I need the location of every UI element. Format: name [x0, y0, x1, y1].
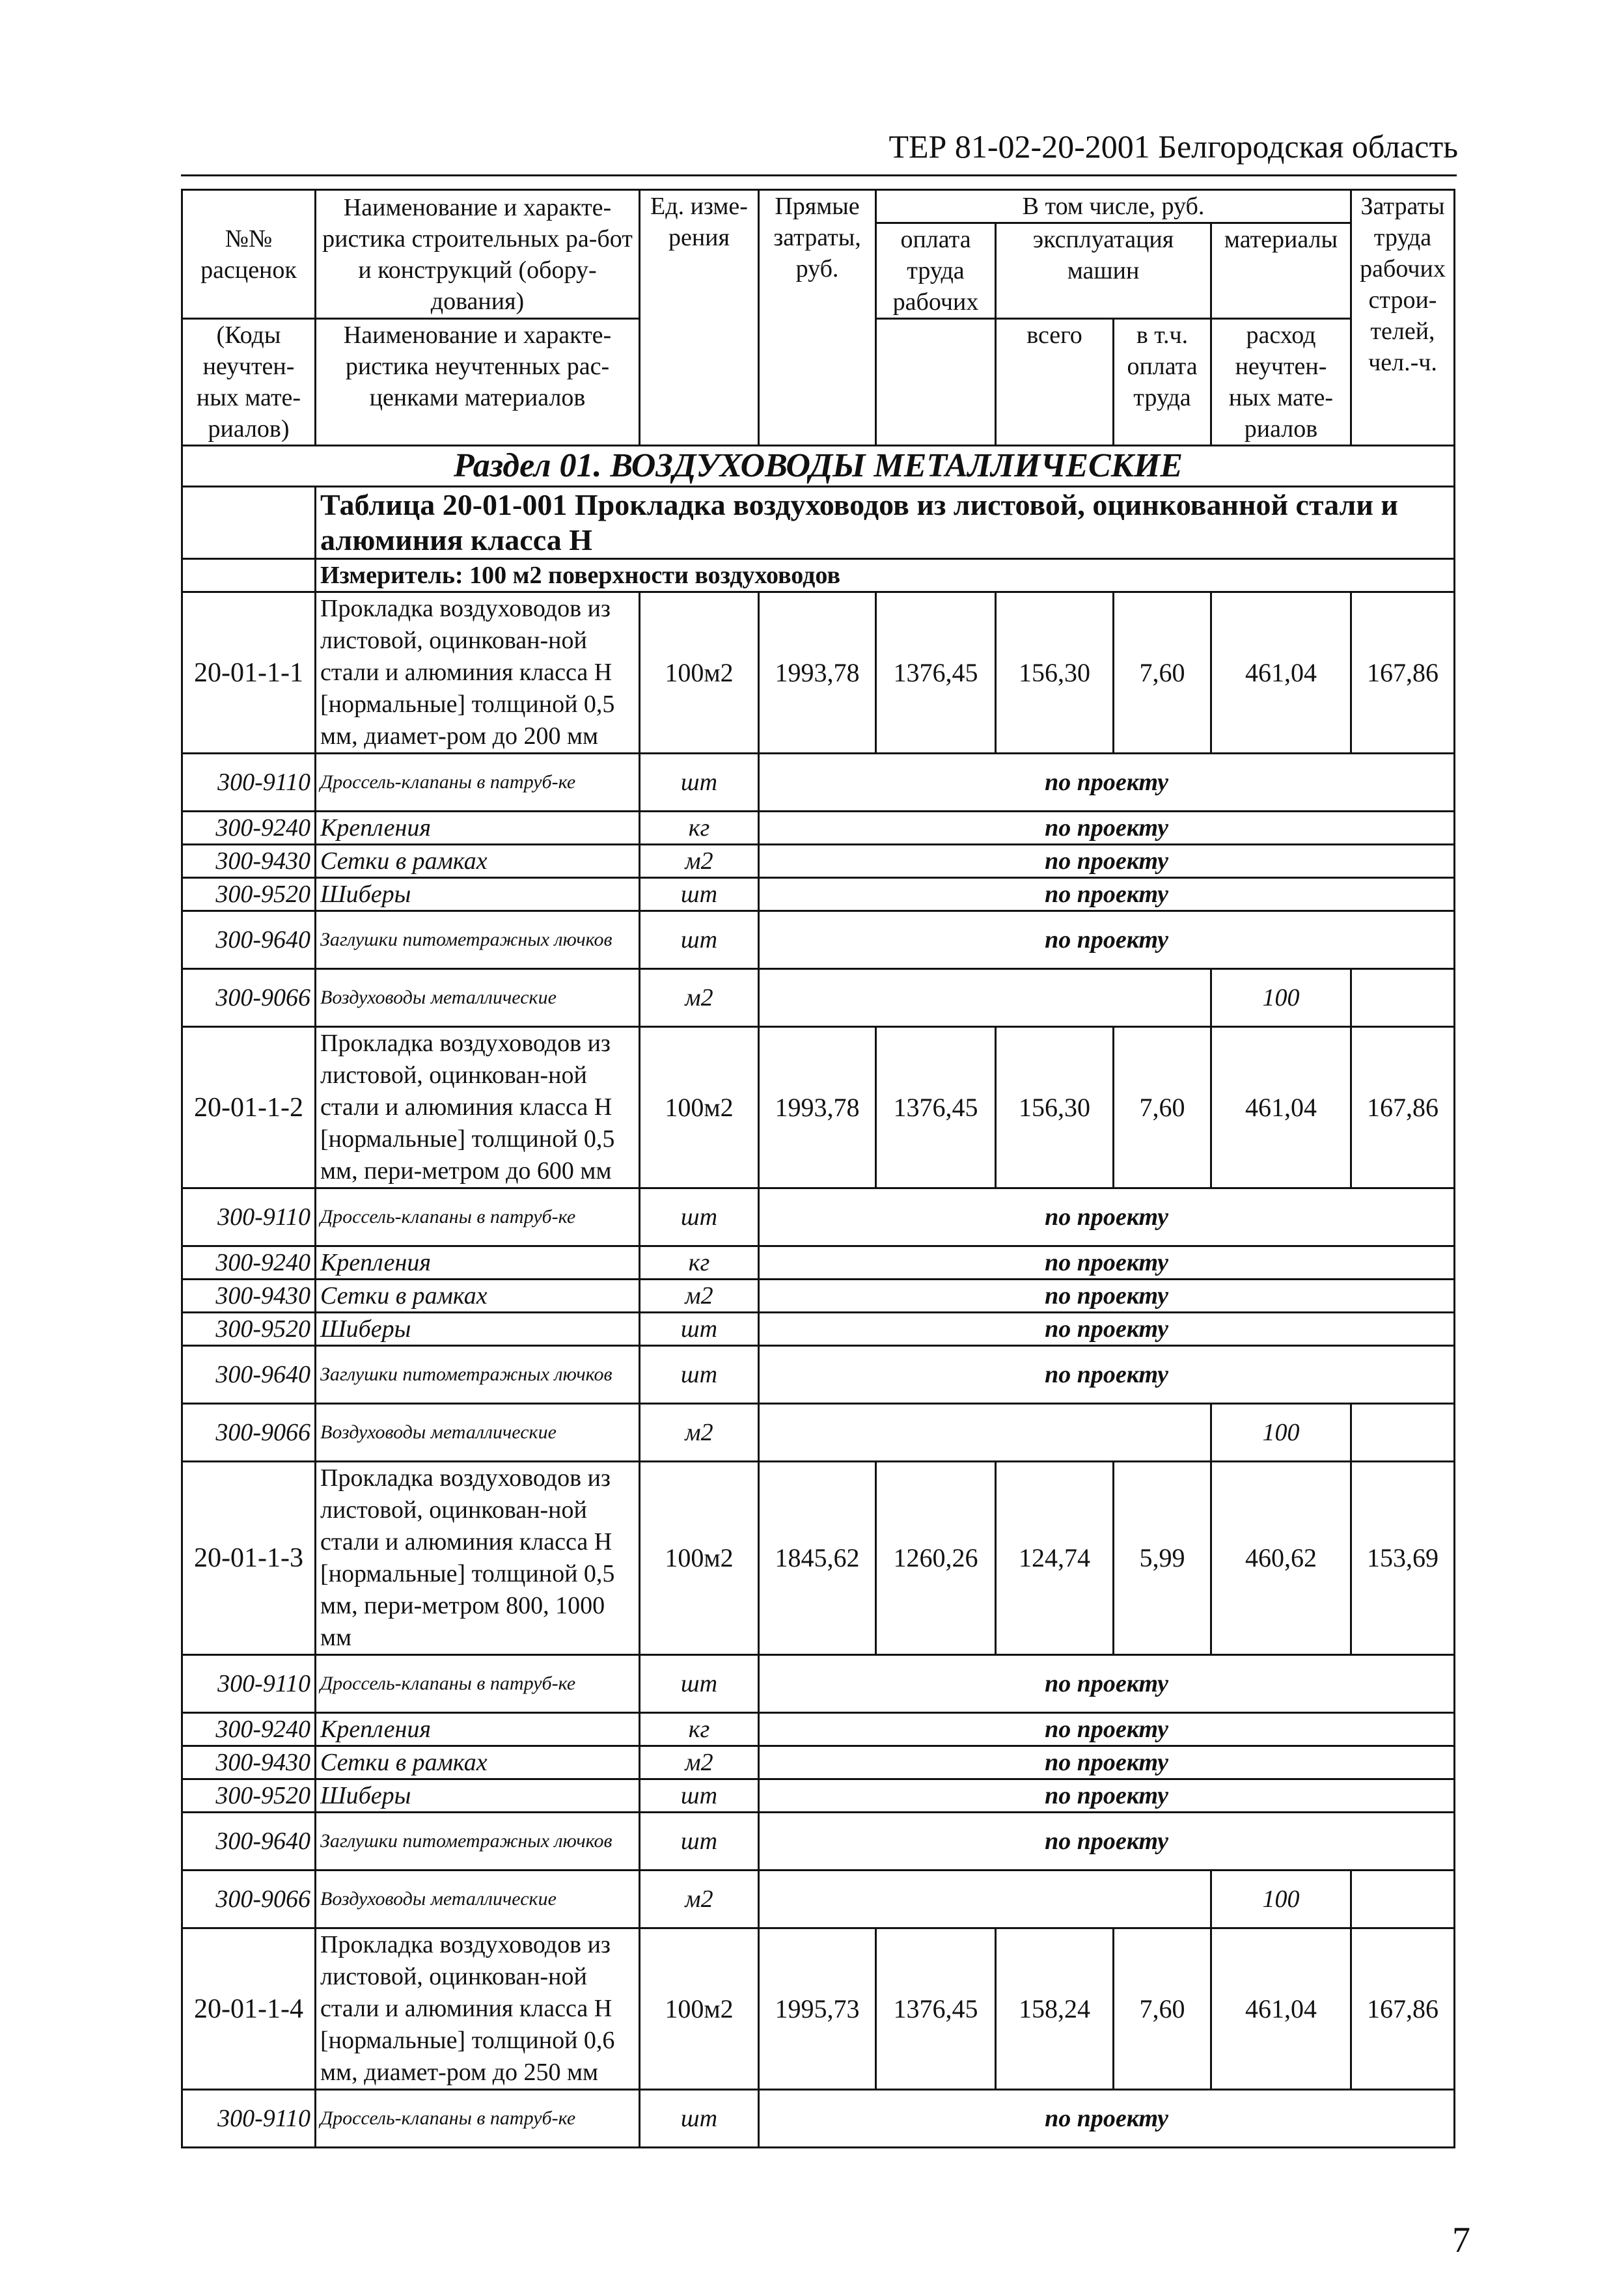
material-name: Дроссель-клапаны в патруб-ке [316, 1188, 640, 1246]
rate-machine-labor: 7,60 [1114, 1928, 1211, 2090]
material-row [182, 1779, 1455, 1813]
rate-unit: 100м2 [640, 1928, 759, 2090]
material-unit: м2 [640, 1746, 759, 1779]
material-by-project: по проекту [759, 1346, 1455, 1404]
material-code: 300-9520 [182, 878, 316, 911]
rate-unit: 100м2 [640, 1027, 759, 1188]
material-name: Воздуховоды металлические [316, 969, 640, 1027]
material-unit: шт [640, 1346, 759, 1404]
material-by-project: по проекту [759, 1188, 1455, 1246]
material-name: Крепления [316, 1713, 640, 1746]
material-row [182, 1713, 1455, 1746]
material-name: Сетки в рамках [316, 1746, 640, 1779]
col-header-machine-labor: в т.ч. оплата труда [1114, 319, 1211, 446]
material-row [182, 1813, 1455, 1871]
material-code: 300-9640 [182, 1813, 316, 1871]
material-name: Сетки в рамках [316, 845, 640, 878]
material-by-project: по проекту [759, 878, 1455, 911]
rate-machine-total: 124,74 [996, 1462, 1114, 1655]
material-code: 300-9430 [182, 845, 316, 878]
meter-spacer [182, 559, 316, 592]
material-row [182, 1655, 1455, 1713]
table-title-spacer [182, 487, 316, 559]
material-consumption: 100 [1211, 969, 1351, 1027]
material-name: Сетки в рамках [316, 1280, 640, 1313]
material-name: Дроссель-клапаны в патруб-ке [316, 2090, 640, 2148]
col-header-name2: Наименование и характе-ристика неучтенных рас-ценками материалов [316, 319, 640, 446]
material-row [182, 1280, 1455, 1313]
material-by-project: по проекту [759, 1746, 1455, 1779]
material-by-project: по проекту [759, 911, 1455, 969]
material-consumption: 100 [1211, 1871, 1351, 1928]
material-code: 300-9520 [182, 1313, 316, 1346]
material-empty [1351, 1404, 1455, 1462]
col-header-machine-total: всего [996, 319, 1114, 446]
material-unit: шт [640, 911, 759, 969]
material-row [182, 754, 1455, 812]
rate-machine-labor: 7,60 [1114, 1027, 1211, 1188]
material-name: Воздуховоды металлические [316, 1871, 640, 1928]
rate-materials: 461,04 [1211, 1027, 1351, 1188]
material-code: 300-9110 [182, 1188, 316, 1246]
material-by-project: по проекту [759, 845, 1455, 878]
rate-unit: 100м2 [640, 592, 759, 754]
material-code: 300-9640 [182, 911, 316, 969]
rate-labor-pay: 1376,45 [876, 1027, 996, 1188]
material-row [182, 1746, 1455, 1779]
material-unit: шт [640, 754, 759, 812]
material-by-project: по проекту [759, 754, 1455, 812]
section-title: Раздел 01. ВОЗДУХОВОДЫ МЕТАЛЛИЧЕСКИЕ [182, 446, 1455, 487]
rate-direct-cost: 1845,62 [759, 1462, 876, 1655]
col-header-materials: материалы [1211, 223, 1351, 319]
material-by-project: по проекту [759, 1655, 1455, 1713]
material-row [182, 845, 1455, 878]
rate-labor-cost: 153,69 [1351, 1462, 1455, 1655]
material-name: Шиберы [316, 878, 640, 911]
material-row [182, 812, 1455, 845]
rate-direct-cost: 1993,78 [759, 592, 876, 754]
material-consumption: 100 [1211, 1404, 1351, 1462]
rate-materials: 461,04 [1211, 592, 1351, 754]
header-rule [181, 174, 1457, 176]
rate-code: 20-01-1-2 [182, 1027, 316, 1188]
rate-direct-cost: 1993,78 [759, 1027, 876, 1188]
rate-labor-pay: 1376,45 [876, 1928, 996, 2090]
material-name: Воздуховоды металлические [316, 1404, 640, 1462]
material-unit: шт [640, 1779, 759, 1813]
material-unit: шт [640, 1313, 759, 1346]
material-code: 300-9066 [182, 1404, 316, 1462]
material-row [182, 1313, 1455, 1346]
material-row [182, 1871, 1455, 1928]
rate-machine-total: 156,30 [996, 1027, 1114, 1188]
material-unit: шт [640, 2090, 759, 2148]
material-unit: м2 [640, 1280, 759, 1313]
material-code: 300-9110 [182, 2090, 316, 2148]
material-unit: кг [640, 1713, 759, 1746]
material-unit: шт [640, 1813, 759, 1871]
rate-machine-total: 156,30 [996, 592, 1114, 754]
rate-labor-cost: 167,86 [1351, 1027, 1455, 1188]
table-title: Таблица 20-01-001 Прокладка воздуховодов из листовой, оцинкованной стали и алюминия класса Н [316, 487, 1455, 559]
rate-description: Прокладка воздуховодов из листовой, оцинкован-ной стали и алюминия класса Н [нормальные] толщиной 0,6 мм, диамет-ром до 250 мм [316, 1928, 640, 2090]
material-by-project: по проекту [759, 2090, 1455, 2148]
material-code: 300-9430 [182, 1280, 316, 1313]
material-row [182, 1188, 1455, 1246]
material-name: Заглушки питометражных лючков [316, 1813, 640, 1871]
material-code: 300-9430 [182, 1746, 316, 1779]
material-name: Дроссель-клапаны в патруб-ке [316, 754, 640, 812]
material-code: 300-9110 [182, 1655, 316, 1713]
rate-row [182, 1928, 1455, 2090]
material-row [182, 969, 1455, 1027]
material-by-project: по проекту [759, 1313, 1455, 1346]
meter-label: Измеритель: 100 м2 поверхности воздуховодов [316, 559, 1455, 592]
rates-table [181, 189, 1455, 2148]
rate-unit: 100м2 [640, 1462, 759, 1655]
material-by-project: по проекту [759, 1779, 1455, 1813]
col-header-incl: В том числе, руб. [876, 190, 1351, 223]
material-code: 300-9520 [182, 1779, 316, 1813]
material-by-project: по проекту [759, 812, 1455, 845]
rate-machine-labor: 7,60 [1114, 592, 1211, 754]
material-unit: кг [640, 812, 759, 845]
material-code: 300-9640 [182, 1346, 316, 1404]
material-code: 300-9066 [182, 1871, 316, 1928]
material-unit: шт [640, 1188, 759, 1246]
rate-machine-total: 158,24 [996, 1928, 1114, 2090]
material-name: Шиберы [316, 1779, 640, 1813]
col-header-code: №№ расценок [182, 190, 316, 319]
rate-labor-pay: 1260,26 [876, 1462, 996, 1655]
material-by-project: по проекту [759, 1280, 1455, 1313]
col-header-machine: эксплуатация машин [996, 223, 1211, 319]
rate-description: Прокладка воздуховодов из листовой, оцинкован-ной стали и алюминия класса Н [нормальные] толщиной 0,5 мм, диамет-ром до 200 мм [316, 592, 640, 754]
material-name: Заглушки питометражных лючков [316, 911, 640, 969]
material-unit: м2 [640, 1871, 759, 1928]
material-row [182, 2090, 1455, 2148]
material-name: Крепления [316, 1246, 640, 1280]
material-row [182, 1404, 1455, 1462]
material-empty [759, 969, 1211, 1027]
rate-labor-cost: 167,86 [1351, 1928, 1455, 2090]
rate-row [182, 592, 1455, 754]
document-header: ТЕР 81-02-20-2001 Белгородская область [888, 128, 1458, 165]
material-by-project: по проекту [759, 1713, 1455, 1746]
rate-row [182, 1027, 1455, 1188]
rate-direct-cost: 1995,73 [759, 1928, 876, 2090]
rate-materials: 461,04 [1211, 1928, 1351, 2090]
col-header-labor-cost: Затраты труда рабочих строи-телей, чел.-ч. [1351, 190, 1455, 446]
col-header-name: Наименование и характе-ристика строительных ра-бот и конструкций (обору-дования) [316, 190, 640, 319]
rate-code: 20-01-1-1 [182, 592, 316, 754]
material-code: 300-9240 [182, 1713, 316, 1746]
material-row [182, 1246, 1455, 1280]
col-header-direct: Прямые затраты, руб. [759, 190, 876, 446]
rate-description: Прокладка воздуховодов из листовой, оцинкован-ной стали и алюминия класса Н [нормальные] толщиной 0,5 мм, пери-метром 800, 1000 мм [316, 1462, 640, 1655]
material-unit: м2 [640, 1404, 759, 1462]
col-header-code2: (Коды неучтен-ных мате-риалов) [182, 319, 316, 446]
material-row [182, 878, 1455, 911]
material-unit: шт [640, 1655, 759, 1713]
rate-code: 20-01-1-3 [182, 1462, 316, 1655]
material-empty [759, 1871, 1211, 1928]
material-name: Заглушки питометражных лючков [316, 1346, 640, 1404]
material-code: 300-9240 [182, 812, 316, 845]
material-code: 300-9240 [182, 1246, 316, 1280]
rate-description: Прокладка воздуховодов из листовой, оцинкован-ной стали и алюминия класса Н [нормальные] толщиной 0,5 мм, пери-метром до 600 мм [316, 1027, 640, 1188]
material-row [182, 1346, 1455, 1404]
material-unit: кг [640, 1246, 759, 1280]
material-empty [1351, 969, 1455, 1027]
material-empty [1351, 1871, 1455, 1928]
rate-labor-pay: 1376,45 [876, 592, 996, 754]
material-empty [759, 1404, 1211, 1462]
material-code: 300-9110 [182, 754, 316, 812]
material-name: Дроссель-клапаны в патруб-ке [316, 1655, 640, 1713]
rate-machine-labor: 5,99 [1114, 1462, 1211, 1655]
col-header-empty [876, 319, 996, 446]
rate-code: 20-01-1-4 [182, 1928, 316, 2090]
col-header-unit: Ед. изме-рения [640, 190, 759, 446]
rate-labor-cost: 167,86 [1351, 592, 1455, 754]
material-unit: м2 [640, 845, 759, 878]
material-unit: м2 [640, 969, 759, 1027]
rate-materials: 460,62 [1211, 1462, 1351, 1655]
rate-row [182, 1462, 1455, 1655]
material-by-project: по проекту [759, 1813, 1455, 1871]
material-unit: шт [640, 878, 759, 911]
col-header-labor-pay: оплата труда рабочих [876, 223, 996, 319]
page-number: 7 [1452, 2220, 1470, 2260]
material-by-project: по проекту [759, 1246, 1455, 1280]
material-name: Крепления [316, 812, 640, 845]
material-row [182, 911, 1455, 969]
material-code: 300-9066 [182, 969, 316, 1027]
col-header-mat-consumption: расход неучтен-ных мате-риалов [1211, 319, 1351, 446]
material-name: Шиберы [316, 1313, 640, 1346]
